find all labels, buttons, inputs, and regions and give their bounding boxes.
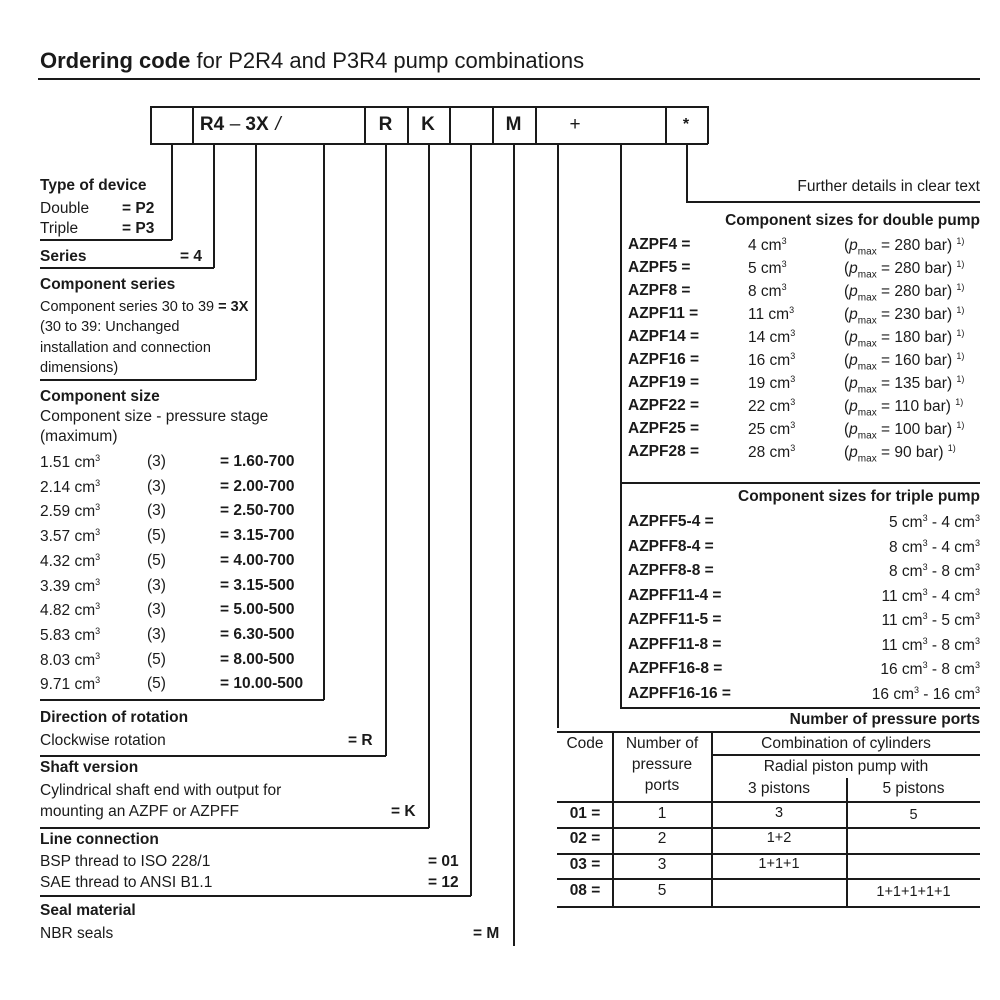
series-heading: Series <box>40 248 87 265</box>
comp-size-code: = 10.00-500 <box>220 675 304 693</box>
superscript: 3 <box>789 305 795 315</box>
shaft-heading: Shaft version <box>40 759 139 776</box>
double-pump-code: AZPF11 = <box>628 305 699 322</box>
pressure-ports-heading: Number of pressure ports <box>789 711 980 728</box>
superscript: 3 <box>922 537 928 548</box>
footnote-marker: 1) <box>956 305 965 315</box>
leader-rule <box>686 201 980 203</box>
device-double-code: = P2 <box>122 200 155 217</box>
superscript: 3 <box>974 537 980 548</box>
double-pump-pressure: ($p_{max} = 100$ bar) $^{1)}$ <box>844 420 965 442</box>
table-rule <box>557 801 980 803</box>
double-pump-code: AZPF22 = <box>628 397 700 414</box>
comp-series-note-1: (30 to 39: Unchanged <box>40 319 180 335</box>
device-triple-label: Triple <box>40 220 79 237</box>
triple-pump-code: AZPFF5-4 = <box>628 513 714 530</box>
comp-size-stage: (3) <box>147 601 166 619</box>
comp-size-stage: (3) <box>147 576 166 594</box>
comp-size-stage: (5) <box>147 675 166 693</box>
device-triple-code: = P3 <box>122 220 155 237</box>
comp-size-stage: (3) <box>147 477 166 495</box>
max-subscript: max <box>857 292 877 304</box>
leader-direction <box>385 144 387 756</box>
box-divider <box>150 106 152 144</box>
double-pump-pressure: ($p_{max} = 230$ bar) $^{1)}$ <box>844 305 965 327</box>
triple-pump-code: AZPFF16-8 = <box>628 660 723 677</box>
double-pump-pressure: ($p_{max} = 160$ bar) $^{1)}$ <box>844 351 965 373</box>
p-symbol: p <box>849 237 858 255</box>
comp-size-code: = 3.15-700 <box>220 527 295 545</box>
double-pump-code: AZPF14 = <box>628 328 700 345</box>
p-symbol: p <box>849 260 858 278</box>
port-3-pistons: 1+1+1 <box>758 856 800 872</box>
p-symbol: p <box>849 283 858 301</box>
superscript: 3 <box>95 650 101 661</box>
superscript: 3 <box>95 675 101 686</box>
triple-pump-size: 8 $cm^3 - 8$ $cm^3$ <box>889 562 980 581</box>
triple-pump-size: 11 $cm^3 - 4$ $cm^3$ <box>881 586 980 605</box>
superscript: 3 <box>781 282 787 292</box>
double-pump-pressure: ($p_{max} = 135$ bar) $^{1)}$ <box>844 374 965 396</box>
comp-series-note-2: installation and connection <box>40 340 211 356</box>
p-symbol: p <box>849 375 858 393</box>
col-code-header: Code <box>566 735 604 752</box>
double-pump-size: 25 $cm^3$ <box>748 420 796 439</box>
shaft-line2: mounting an AZPF or AZPFF <box>40 803 239 820</box>
comp-size-heading: Component size <box>40 388 160 405</box>
comp-size-value: 8.03 $cm^3$ <box>40 650 101 669</box>
comp-size-stage: (5) <box>147 551 166 569</box>
comp-size-value: 9.71 $cm^3$ <box>40 675 101 694</box>
leader-ports <box>557 144 559 728</box>
seal-heading: Seal material <box>40 902 136 919</box>
comp-size-code: = 8.00-500 <box>220 650 295 668</box>
superscript: 3 <box>922 586 928 597</box>
direction-code: = R <box>348 732 373 749</box>
max-subscript: max <box>857 430 877 442</box>
double-pump-pressure: ($p_{max} = 280$ bar) $^{1)}$ <box>844 259 965 281</box>
double-pump-size: 16 $cm^3$ <box>748 351 796 370</box>
superscript: 3 <box>790 443 796 453</box>
superscript: 3 <box>922 562 928 572</box>
comp-size-sub2: (maximum) <box>40 428 118 445</box>
p-symbol: p <box>849 352 858 370</box>
max-subscript: max <box>857 453 877 465</box>
further-details: Further details in clear text <box>797 178 980 195</box>
triple-pump-size: 11 $cm^3 - 8$ $cm^3$ <box>881 635 980 654</box>
comp-size-value: 2.59 $cm^3$ <box>40 502 101 521</box>
comp-size-code: = 5.00-500 <box>220 601 295 619</box>
seal-code: = M <box>473 925 500 942</box>
superscript: 3 <box>974 660 980 670</box>
comp-series-code: = 3X <box>218 299 249 315</box>
comp-size-value: 1.51 $cm^3$ <box>40 453 101 472</box>
superscript: 3 <box>790 397 796 407</box>
box-slash: / <box>275 114 281 135</box>
table-rule <box>557 906 980 908</box>
p-symbol: p <box>849 421 858 439</box>
leader-rule <box>620 482 980 484</box>
line-conn-sae: SAE thread to ANSI B1.1 <box>40 874 213 891</box>
double-pump-size: 11 $cm^3$ <box>748 305 795 324</box>
superscript: 3 <box>974 562 980 572</box>
comp-size-value: 4.32 $cm^3$ <box>40 551 101 570</box>
triple-pump-size: 16 $cm^3 - 8$ $cm^3$ <box>880 660 980 679</box>
superscript: 3 <box>790 420 796 430</box>
superscript: 3 <box>922 513 928 523</box>
port-number: 5 <box>657 882 667 899</box>
triple-pump-heading: Component sizes for triple pump <box>738 488 980 505</box>
triple-pump-code: AZPFF11-5 = <box>628 611 722 628</box>
port-3-pistons: 1+2 <box>766 830 792 846</box>
type-device-heading: Type of device <box>40 177 147 194</box>
comp-series-text: Component series 30 to 39 <box>40 299 215 315</box>
comp-size-stage: (3) <box>147 625 166 643</box>
port-number: 1 <box>657 805 667 822</box>
col-comb-header: Combination of cylinders <box>761 735 931 752</box>
title-rest: for P2R4 and P3R4 pump combinations <box>190 48 585 73</box>
double-pump-size: 5 $cm^3$ <box>748 259 787 278</box>
leader-details <box>686 144 688 202</box>
box-divider <box>449 106 451 144</box>
double-pump-size: 28 $cm^3$ <box>748 443 796 462</box>
superscript: 3 <box>95 551 101 562</box>
footnote-marker: 1) <box>955 397 964 407</box>
comp-size-sub1: Component size - pressure stage <box>40 408 269 425</box>
box-k: K <box>421 114 435 135</box>
double-pump-size: 8 $cm^3$ <box>748 282 787 301</box>
superscript: 3 <box>974 684 980 695</box>
leader-rule <box>40 827 429 829</box>
page-title <box>40 48 584 74</box>
box-r4: R4 <box>199 114 225 135</box>
superscript: 3 <box>781 259 787 269</box>
footnote-marker: 1) <box>956 420 965 430</box>
max-subscript: max <box>857 361 877 373</box>
line-conn-heading: Line connection <box>40 831 159 848</box>
max-subscript: max <box>857 246 877 258</box>
superscript: 3 <box>95 625 101 636</box>
triple-pump-code: AZPFF8-4 = <box>628 537 714 555</box>
port-5-pistons: 5 <box>909 807 918 823</box>
superscript: 3 <box>922 611 928 621</box>
port-3-pistons: 3 <box>774 805 784 821</box>
title-bold: Ordering code <box>40 48 191 73</box>
double-pump-code: AZPF16 = <box>628 351 700 368</box>
col-num-header-1: Number of <box>625 735 699 752</box>
leader-device <box>171 144 173 240</box>
leader-shaft <box>428 144 430 828</box>
double-pump-pressure: ($p_{max} = 90$ bar) $^{1)}$ <box>844 443 956 465</box>
double-pump-pressure: ($p_{max} = 180$ bar) $^{1)}$ <box>844 328 965 350</box>
triple-pump-size: 5 $cm^3 - 4$ $cm^3$ <box>889 513 980 532</box>
comp-size-stage: (5) <box>147 650 166 668</box>
leader-rule <box>40 895 471 897</box>
box-divider <box>535 106 537 144</box>
footnote-marker: 1) <box>947 443 956 453</box>
double-pump-size: 22 $cm^3$ <box>748 397 796 416</box>
superscript: 3 <box>790 374 796 384</box>
footnote-marker: 1) <box>956 236 965 246</box>
leader-rule <box>40 755 386 757</box>
p-symbol: p <box>849 306 858 324</box>
line-conn-sae-code: = 12 <box>428 874 459 891</box>
footnote-marker: 1) <box>956 259 965 269</box>
leader-rule <box>40 699 324 701</box>
footnote-marker: 1) <box>956 374 965 384</box>
table-rule <box>557 878 980 880</box>
p-symbol: p <box>849 444 858 462</box>
comp-size-value: 4.82 $cm^3$ <box>40 601 101 620</box>
port-code: 01 = <box>569 805 601 822</box>
superscript: 3 <box>95 601 101 612</box>
superscript: 3 <box>790 328 796 338</box>
superscript: 3 <box>95 527 101 538</box>
comp-size-stage: (3) <box>147 453 166 470</box>
direction-heading: Direction of rotation <box>40 709 189 726</box>
superscript: 3 <box>913 684 919 695</box>
superscript: 3 <box>781 236 787 246</box>
triple-pump-code: AZPFF11-4 = <box>628 586 722 604</box>
superscript: 3 <box>974 635 980 646</box>
p-symbol: p <box>849 329 858 347</box>
leader-line-conn <box>470 144 472 896</box>
triple-pump-code: AZPFF11-8 = <box>628 635 722 653</box>
triple-pump-size: 8 $cm^3 - 4$ $cm^3$ <box>889 537 980 556</box>
comp-size-code: = 2.50-700 <box>220 502 295 520</box>
footnote-marker: 1) <box>956 282 965 292</box>
double-pump-pressure: ($p_{max} = 280$ bar) $^{1)}$ <box>844 282 965 304</box>
seal-label: NBR seals <box>40 925 114 942</box>
comp-size-code: = 1.60-700 <box>220 453 295 470</box>
port-code: 08 = <box>569 882 601 899</box>
line-conn-bsp-code: = 01 <box>428 853 459 870</box>
title-rule <box>38 78 980 80</box>
superscript: 3 <box>974 586 980 597</box>
max-subscript: max <box>857 384 877 396</box>
leader-rule <box>40 379 256 381</box>
col-3-header: 3 pistons <box>747 780 811 797</box>
col-num-header-3: ports <box>644 777 680 794</box>
port-code: 03 = <box>569 856 601 873</box>
superscript: 3 <box>922 660 928 670</box>
leader-rule <box>620 707 980 709</box>
comp-size-value: 2.14 $cm^3$ <box>40 477 101 496</box>
leader-series <box>213 144 215 268</box>
table-rule <box>557 731 980 733</box>
superscript: 3 <box>95 453 101 463</box>
triple-pump-size: 16 $cm^3 - 16$ $cm^3$ <box>871 684 980 703</box>
leader-pumps <box>620 144 622 708</box>
double-pump-code: AZPF25 = <box>628 420 700 437</box>
box-r: R <box>378 114 393 135</box>
comp-series-line <box>40 299 248 315</box>
footnote-marker: 1) <box>956 328 965 338</box>
direction-label: Clockwise rotation <box>40 732 166 749</box>
col-radial-header: Radial piston pump with <box>763 758 929 775</box>
comp-size-code: = 6.30-500 <box>220 625 295 643</box>
comp-size-value: 5.83 $cm^3$ <box>40 625 101 645</box>
box-dash: – <box>229 114 241 135</box>
comp-series-heading: Component series <box>40 276 176 293</box>
double-pump-heading: Component sizes for double pump <box>725 212 980 229</box>
comp-series-note-3: dimensions) <box>40 360 119 376</box>
double-pump-code: AZPF4 = <box>628 236 691 253</box>
col-5-header: 5 pistons <box>882 780 945 797</box>
triple-pump-code: AZPFF8-8 = <box>628 562 714 579</box>
box-m: M <box>505 114 522 135</box>
port-5-pistons: 1+1+1+1+1 <box>876 884 951 900</box>
port-code: 02 = <box>569 830 601 847</box>
comp-size-value: 3.57 $cm^3$ <box>40 527 101 546</box>
double-pump-size: 4 $cm^3$ <box>748 236 787 255</box>
superscript: 3 <box>974 513 980 523</box>
superscript: 3 <box>922 635 928 646</box>
port-number: 3 <box>657 856 667 873</box>
triple-pump-code: AZPFF16-16 = <box>628 684 731 702</box>
superscript: 3 <box>95 576 101 587</box>
triple-pump-size: 11 $cm^3 - 5$ $cm^3$ <box>881 611 980 630</box>
superscript: 3 <box>95 502 101 513</box>
leader-comp-size <box>323 144 325 700</box>
superscript: 3 <box>974 611 980 621</box>
table-rule <box>711 754 980 756</box>
series-code: = 4 <box>180 248 202 265</box>
box-3x: 3X <box>245 114 269 135</box>
double-pump-pressure: ($p_{max} = 110$ bar) $^{1)}$ <box>844 397 964 419</box>
footnote-marker: 1) <box>956 351 965 361</box>
max-subscript: max <box>857 269 877 281</box>
double-pump-size: 14 $cm^3$ <box>748 328 796 347</box>
double-pump-code: AZPF5 = <box>628 259 691 276</box>
leader-rule <box>40 267 214 269</box>
shaft-line1: Cylindrical shaft end with output for <box>40 782 282 799</box>
leader-rule <box>40 239 172 241</box>
leader-seal <box>513 144 515 946</box>
leader-comp-series <box>255 144 257 380</box>
max-subscript: max <box>857 407 877 419</box>
col-num-header-2: pressure <box>631 756 693 773</box>
superscript: 3 <box>95 477 101 488</box>
device-double-label: Double <box>40 200 90 217</box>
max-subscript: max <box>857 338 877 350</box>
box-divider <box>707 106 709 144</box>
shaft-code: = K <box>391 803 416 820</box>
double-pump-pressure: ($p_{max} = 280$ bar) $^{1)}$ <box>844 236 965 258</box>
double-pump-code: AZPF19 = <box>628 374 700 391</box>
table-rule <box>557 853 980 855</box>
table-rule <box>557 827 980 829</box>
box-plus: + <box>569 114 581 135</box>
double-pump-code: AZPF28 = <box>628 443 700 460</box>
port-number: 2 <box>657 830 667 847</box>
comp-size-stage: (5) <box>147 527 166 545</box>
comp-size-value: 3.39 $cm^3$ <box>40 576 101 595</box>
comp-size-code: = 2.00-700 <box>220 477 295 495</box>
comp-size-code: = 4.00-700 <box>220 551 295 569</box>
box-star: * <box>682 116 690 133</box>
comp-size-stage: (3) <box>147 502 166 520</box>
max-subscript: max <box>857 315 877 327</box>
superscript: 3 <box>790 351 796 361</box>
comp-size-code: = 3.15-500 <box>220 576 295 594</box>
p-symbol: p <box>849 398 858 416</box>
double-pump-code: AZPF8 = <box>628 282 691 299</box>
double-pump-size: 19 $cm^3$ <box>748 374 796 393</box>
line-conn-bsp: BSP thread to ISO 228/1 <box>40 853 211 870</box>
